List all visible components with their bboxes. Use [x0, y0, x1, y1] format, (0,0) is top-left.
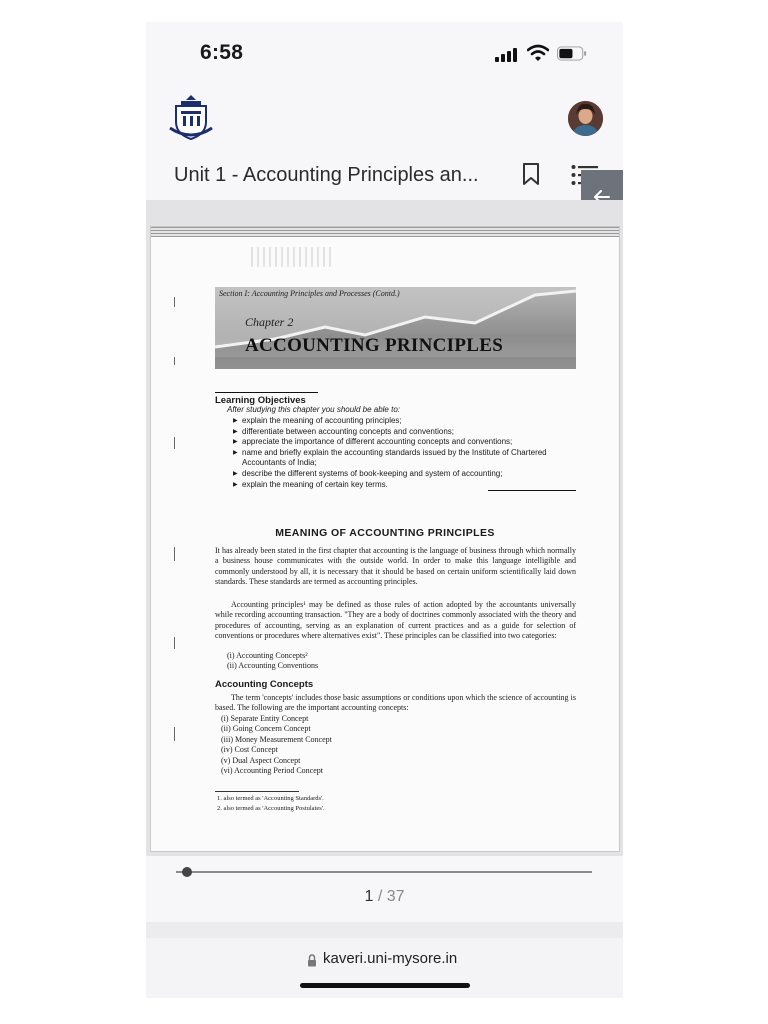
- list-item: ▶ explain the meaning of accounting principles;: [233, 416, 578, 427]
- paragraph: The term 'concepts' includes those basic assumptions or conditions upon which the science of accounting is based. The following are the important accounting concepts:: [215, 693, 576, 713]
- phone-screen: [146, 22, 623, 998]
- list-item: (ii) Accounting Conventions: [227, 661, 319, 671]
- document-title: Unit 1 - Accounting Principles an...: [174, 164, 479, 186]
- section-heading: MEANING OF ACCOUNTING PRINCIPLES: [275, 527, 495, 539]
- chapter-banner: [215, 287, 576, 369]
- status-time: 6:58: [200, 41, 244, 64]
- divider: [488, 490, 576, 491]
- list-item: (i) Separate Entity Concept: [221, 714, 309, 723]
- cellular-signal-icon: [495, 48, 519, 62]
- url-bar[interactable]: [146, 938, 623, 998]
- list-item: ▶ describe the different systems of book-keeping and system of accounting;: [233, 469, 578, 480]
- scan-border: [151, 227, 619, 237]
- current-page: 1: [364, 888, 374, 905]
- page-progress-track[interactable]: [176, 871, 592, 873]
- learning-objectives-list: [233, 416, 578, 490]
- footnote: 2. also termed as 'Accounting Postulates'.: [217, 805, 325, 812]
- bookmark-icon[interactable]: [522, 162, 540, 186]
- chapter-title: ACCOUNTING PRINCIPLES: [245, 335, 504, 356]
- learning-objectives-heading: Learning Objectives: [215, 392, 318, 406]
- concepts-list: [221, 714, 332, 776]
- document-page: [150, 226, 620, 852]
- list-item: (iv) Cost Concept: [221, 745, 278, 755]
- page-progress-handle[interactable]: [182, 867, 192, 877]
- scan-artifact: [251, 247, 331, 267]
- page-counter: [146, 888, 623, 906]
- paragraph: It has already been stated in the first chapter that accounting is the language of business through which normally a business house communicates with the outside world. In order to make this language intelligible and commonly understood by all, it is necessary that it should be based on certain uniform scientifically laid down standards. These standards are termed as accounting principles.: [215, 546, 576, 587]
- list-item: (iii) Money Measurement Concept: [221, 734, 332, 744]
- list-item: (ii) Going Concern Concept: [221, 724, 311, 734]
- lock-icon: [307, 954, 317, 967]
- footnotes: [217, 794, 325, 814]
- user-avatar[interactable]: [568, 101, 603, 136]
- paragraph: Accounting principles¹ may be defined as those rules of action adopted by the accountants universally while recording accounting transaction. "They are a body of doctrines commonly associated with the theory and procedures of accounting, serving as an explanation of current practices and as a guide for selection of conventions or procedures where alternatives exist". These principles can be classified into two categories:: [215, 600, 576, 641]
- page-separator: /: [373, 888, 387, 905]
- wifi-icon: [527, 44, 549, 62]
- list-item: (v) Dual Aspect Concept: [221, 755, 301, 765]
- document-viewer[interactable]: [146, 200, 623, 856]
- avatar-image: [568, 101, 603, 136]
- chapter-label: Chapter 2: [245, 315, 294, 329]
- learning-objectives-intro: After studying this chapter you should be able to:: [227, 405, 400, 414]
- list-item: (vi) Accounting Period Concept: [221, 766, 323, 776]
- home-indicator[interactable]: [300, 983, 470, 988]
- footnote: 1. also termed as 'Accounting Standards'.: [217, 795, 324, 802]
- university-logo[interactable]: [166, 92, 216, 142]
- list-item: (i) Accounting Concepts²: [227, 651, 308, 660]
- url-text[interactable]: kaveri.uni-mysore.in: [323, 950, 458, 967]
- list-item: ▶ appreciate the importance of different accounting concepts and conventions;: [233, 437, 578, 448]
- list-item: ▶ name and briefly explain the accounting standards issued by the Institute of Chartered Accountants of India;: [233, 448, 578, 469]
- subsection-heading: Accounting Concepts: [215, 679, 314, 690]
- battery-icon: [557, 46, 587, 61]
- list-item: ▶ differentiate between accounting concepts and conventions;: [233, 427, 578, 438]
- section-line: Section I: Accounting Principles and Processes (Contd.): [219, 289, 400, 298]
- bottom-band: [146, 922, 623, 938]
- list-item: ▶ explain the meaning of certain key terms.: [233, 480, 578, 491]
- categories-list: [227, 651, 318, 672]
- total-pages: 37: [386, 888, 405, 905]
- footnote-divider: [215, 791, 299, 792]
- status-bar: [146, 22, 623, 82]
